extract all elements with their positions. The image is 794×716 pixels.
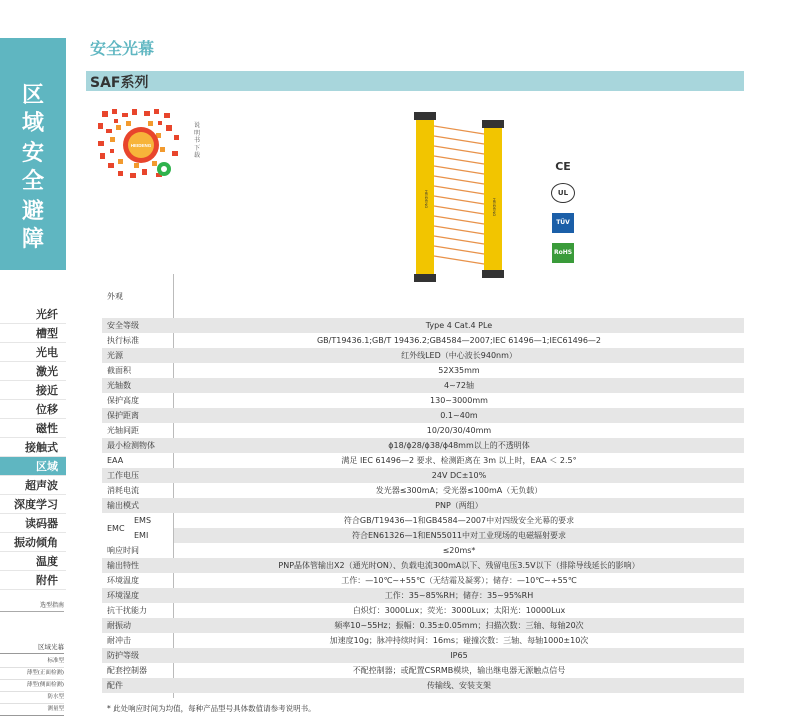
spec-value: 红外线LED（中心波长940nm） <box>401 351 517 360</box>
spec-key: 响应时间 <box>107 546 139 555</box>
band-char: 避 <box>21 199 44 224</box>
spec-key: 环境湿度 <box>107 591 139 600</box>
table-row <box>102 498 744 513</box>
spec-key: 配套控制器 <box>107 666 147 675</box>
spec-value: 传输线、安装支架 <box>427 681 491 690</box>
spec-value: 4~72轴 <box>444 381 474 390</box>
table-row <box>102 318 744 333</box>
spec-key: 保护距离 <box>107 411 139 420</box>
spec-subkey: EMS <box>134 516 152 525</box>
sub-nav-title: 区域光幕 <box>0 642 64 654</box>
spec-key: 执行标准 <box>107 336 139 345</box>
spec-value: 发光器≤300mA；受光器≤100mA（无负载） <box>375 486 543 495</box>
nav-item[interactable]: 光纤 <box>0 305 66 324</box>
sub-nav-item[interactable]: 薄型(正面检测) <box>0 668 64 680</box>
nav-item[interactable]: 温度 <box>0 552 66 571</box>
series-bar <box>86 71 744 91</box>
spec-value: ≤20ms* <box>442 546 476 555</box>
spec-value: 加速度10g；脉冲持续时间：16ms；碰撞次数：三轴、每轴1000±10次 <box>329 636 589 645</box>
spec-value: GB/T19436.1;GB/T 19436.2;GB4584—2007;IEC 61496—1;IEC61496—2 <box>316 336 602 345</box>
nav-item[interactable]: 读码器 <box>0 514 66 533</box>
spec-subkey: EMI <box>134 531 149 540</box>
nav-item[interactable]: 深度学习 <box>0 495 66 514</box>
rohs-icon: RoHS <box>552 243 574 263</box>
band-char: 全 <box>21 169 44 194</box>
spec-key: 最小检测物体 <box>107 441 155 450</box>
spec-key: 光轴间距 <box>107 426 139 435</box>
svg-text:HEIDENG: HEIDENG <box>130 143 152 148</box>
spec-value: Type 4 Cat.4 PLe <box>425 321 493 330</box>
nav-item[interactable]: 激光 <box>0 362 66 381</box>
svg-text:HEIDENG: HEIDENG <box>492 198 497 217</box>
nav-item[interactable]: 位移 <box>0 400 66 419</box>
table-row <box>102 289 744 303</box>
emc-row <box>102 513 744 543</box>
ul-listed-icon: UL <box>551 183 575 203</box>
sub-nav-item[interactable]: 防水型 <box>0 692 64 704</box>
spec-value: PNP晶体管输出X2（通光时ON）、负载电流300mA以下、残留电压3.5V以下（排除导线延长的影响） <box>278 561 640 570</box>
table-row <box>102 363 744 378</box>
spec-value: 满足 IEC 61496—2 要求、检测距离在 3m 以上时，EAA ＜ 2.5° <box>341 456 577 465</box>
spec-key: 消耗电流 <box>107 486 139 495</box>
table-row <box>102 633 744 648</box>
svg-text:HEIDENG: HEIDENG <box>424 190 429 209</box>
spec-key: EAA <box>107 456 124 465</box>
nav-item[interactable]: 磁性 <box>0 419 66 438</box>
spec-value: 52X35mm <box>438 366 480 375</box>
spec-key: EMC <box>107 524 125 533</box>
spec-value: 0.1~40m <box>440 411 478 420</box>
sub-nav-item[interactable]: 测量型 <box>0 704 64 716</box>
table-row <box>102 483 744 498</box>
table-row <box>102 648 744 663</box>
spec-key: 保护高度 <box>107 396 139 405</box>
spec-table <box>102 274 744 698</box>
nav-item[interactable]: 接近 <box>0 381 66 400</box>
sub-nav-item[interactable]: 标准型 <box>0 656 64 668</box>
spec-key: 外观 <box>107 292 123 301</box>
manual-download-label: 说明书下载 <box>194 122 201 159</box>
band-char: 域 <box>21 111 44 136</box>
table-row <box>102 588 744 603</box>
spec-value: 符合EN61326—1和EN55011中对工业现场的电磁辐射要求 <box>351 531 567 540</box>
table-row <box>102 393 744 408</box>
table-row <box>102 438 744 453</box>
spec-value: 24V DC±10% <box>431 471 487 480</box>
table-row <box>102 543 744 558</box>
spec-key: 安全等级 <box>107 321 139 330</box>
nav-item-active[interactable]: 区域 <box>0 457 66 476</box>
table-row <box>102 558 744 573</box>
light-curtain-image <box>410 112 514 282</box>
table-row <box>102 603 744 618</box>
table-row <box>102 573 744 588</box>
spec-value: 130~3000mm <box>430 396 488 405</box>
table-row <box>102 453 744 468</box>
certifications <box>548 160 578 273</box>
series-title: SAF系列 <box>90 75 149 91</box>
table-row <box>102 468 744 483</box>
spec-key: 光轴数 <box>107 381 131 390</box>
sub-nav <box>0 642 64 716</box>
spec-value: 工作：35~85%RH；储存：35~95%RH <box>384 591 534 600</box>
spec-key: 环境温度 <box>107 576 139 585</box>
table-row <box>102 408 744 423</box>
sub-nav-item[interactable]: 薄型(侧面检测) <box>0 680 64 692</box>
table-row <box>102 663 744 678</box>
spec-key: 截面积 <box>107 366 131 375</box>
spec-value: PNP（两组） <box>435 501 483 510</box>
spec-key: 输出模式 <box>107 501 139 510</box>
table-row <box>102 333 744 348</box>
page-title: 安全光幕 <box>90 39 155 58</box>
nav-item[interactable]: 附件 <box>0 571 66 590</box>
nav-item[interactable]: 光电 <box>0 343 66 362</box>
spec-value: 工作：—10℃~+55℃（无结霜及凝雾）；储存：—10℃~+55℃ <box>341 576 577 585</box>
nav-item[interactable]: 槽型 <box>0 324 66 343</box>
spec-value: 白炽灯：3000Lux；荧光：3000Lux；太阳光：10000Lux <box>352 606 566 615</box>
band-char: 障 <box>21 227 44 252</box>
spec-value: IP65 <box>450 651 468 660</box>
selection-guide-link[interactable]: 选型指南 <box>0 600 64 612</box>
spec-value: ϕ18/ϕ28/ϕ38/ϕ48mm以上的不透明体 <box>388 441 530 450</box>
spec-key: 耐振动 <box>107 621 131 630</box>
table-row <box>102 348 744 363</box>
tuv-icon: TÜV <box>552 213 574 233</box>
spec-value: 频率10~55Hz；振幅：0.35±0.05mm；扫描次数：三轴、每轴20次 <box>334 621 584 630</box>
spec-key: 工作电压 <box>107 471 139 480</box>
table-row <box>102 378 744 393</box>
table-row <box>102 423 744 438</box>
spec-key: 配件 <box>107 681 123 690</box>
spec-key: 光源 <box>107 351 123 360</box>
spec-key: 防护等级 <box>107 651 139 660</box>
table-row <box>102 618 744 633</box>
nav-item[interactable]: 超声波 <box>0 476 66 495</box>
band-char: 安 <box>21 141 44 166</box>
spec-key: 输出特性 <box>107 561 139 570</box>
footnote: * 此处响应时间为均值，每种产品型号具体数值请参考说明书。 <box>107 704 316 713</box>
spec-value: 10/20/30/40mm <box>426 426 492 435</box>
table-row <box>102 678 744 693</box>
spec-value: 符合GB/T19436—1和GB4584—2007中对四级安全光幕的要求 <box>343 516 575 525</box>
spec-value: 不配控制器；或配置CSRMB模块，输出继电器无源触点信号 <box>352 666 566 675</box>
nav-item[interactable]: 接触式 <box>0 438 66 457</box>
section-band <box>0 38 66 270</box>
band-char: 区 <box>21 83 44 108</box>
category-nav <box>0 305 66 590</box>
qr-code-icon[interactable] <box>96 107 186 183</box>
nav-item[interactable]: 振动倾角 <box>0 533 66 552</box>
ce-mark-icon: CE <box>555 160 571 173</box>
spec-key: 抗干扰能力 <box>107 606 147 615</box>
spec-key: 耐冲击 <box>107 636 131 645</box>
